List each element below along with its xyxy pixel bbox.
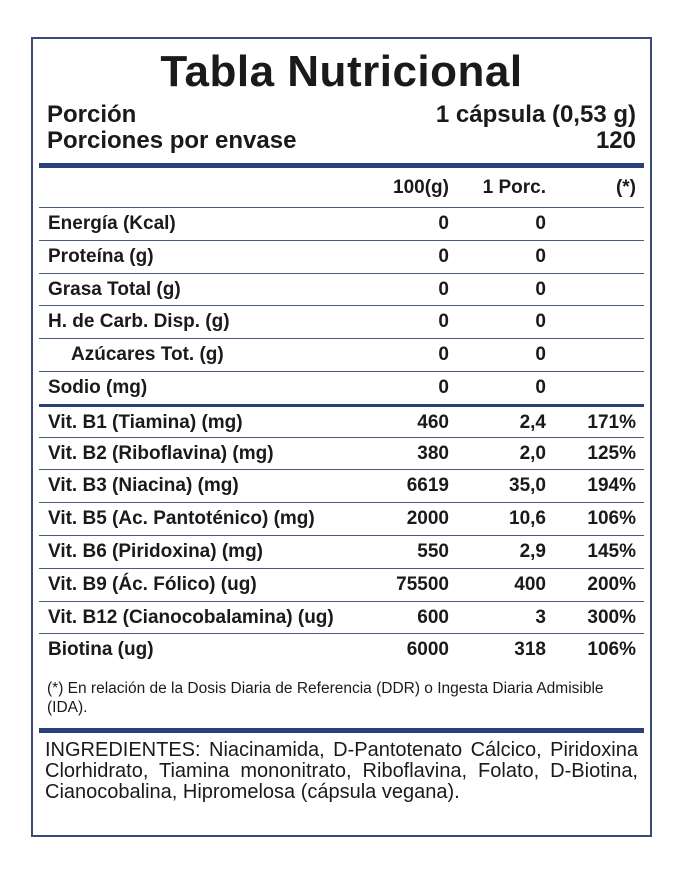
portion-label: Porción bbox=[47, 101, 137, 128]
value-100g: 0 bbox=[438, 245, 449, 267]
value-portion: 35,0 bbox=[509, 475, 546, 497]
col-ddr: (*) bbox=[615, 177, 636, 198]
nutrition-table bbox=[31, 37, 652, 837]
value-portion: 2,4 bbox=[519, 411, 546, 433]
col-100g: 100(g) bbox=[393, 177, 449, 198]
value-100g: 0 bbox=[438, 311, 449, 333]
value-portion: 0 bbox=[535, 376, 546, 398]
value-100g: 0 bbox=[438, 278, 449, 300]
value-100g: 2000 bbox=[406, 508, 449, 530]
value-portion: 0 bbox=[535, 311, 546, 333]
divider-bar-bottom bbox=[39, 728, 644, 733]
value-100g: 460 bbox=[417, 411, 449, 433]
value-100g: 6619 bbox=[406, 475, 449, 497]
table-row bbox=[39, 535, 644, 568]
nutrient-label: Vit. B6 (Piridoxina) (mg) bbox=[48, 540, 264, 562]
value-100g: 0 bbox=[438, 344, 449, 366]
per-pack-value: 120 bbox=[595, 127, 636, 154]
table-row bbox=[39, 633, 644, 666]
value-100g: 0 bbox=[438, 376, 449, 398]
value-ddr: 194% bbox=[587, 475, 636, 497]
column-header bbox=[33, 177, 650, 207]
table-row bbox=[39, 502, 644, 535]
per-pack-label: Porciones por envase bbox=[47, 127, 297, 154]
table-row bbox=[39, 437, 644, 470]
nutrient-label: Vit. B3 (Niacina) (mg) bbox=[48, 475, 239, 497]
table-row bbox=[39, 207, 644, 240]
value-portion: 0 bbox=[535, 213, 546, 234]
portion-value: 1 cápsula (0,53 g) bbox=[435, 101, 636, 128]
nutrient-label: Grasa Total (g) bbox=[48, 278, 181, 300]
value-portion: 318 bbox=[514, 639, 546, 661]
value-ddr: 300% bbox=[587, 606, 636, 628]
table-row bbox=[39, 240, 644, 273]
table-title: Tabla Nutricional bbox=[160, 47, 523, 96]
nutrient-label: Azúcares Tot. (g) bbox=[71, 344, 224, 366]
table-row bbox=[39, 469, 644, 502]
value-portion: 2,0 bbox=[519, 442, 546, 464]
value-100g: 6000 bbox=[406, 639, 449, 661]
col-portion: 1 Porc. bbox=[482, 177, 546, 198]
nutrient-label: Energía (Kcal) bbox=[48, 213, 176, 234]
value-100g: 550 bbox=[417, 540, 449, 562]
nutrient-label: Vit. B1 (Tiamina) (mg) bbox=[48, 411, 243, 433]
value-portion: 400 bbox=[514, 573, 546, 595]
value-100g: 0 bbox=[438, 213, 449, 234]
nutrient-label: Vit. B2 (Riboflavina) (mg) bbox=[48, 442, 274, 464]
nutrient-label: H. de Carb. Disp. (g) bbox=[48, 311, 230, 333]
value-ddr: 200% bbox=[587, 573, 636, 595]
table-row bbox=[39, 371, 644, 404]
table-row bbox=[39, 601, 644, 634]
value-ddr: 106% bbox=[587, 639, 636, 661]
nutrient-label: Biotina (ug) bbox=[48, 639, 154, 661]
table-row bbox=[39, 338, 644, 371]
value-100g: 380 bbox=[417, 442, 449, 464]
nutrient-label: Sodio (mg) bbox=[48, 376, 148, 398]
table-row bbox=[39, 568, 644, 601]
footnote: (*) En relación de la Dosis Diaria de Referencia (DDR) o Ingesta Diaria Admisible (IDA). bbox=[47, 680, 604, 716]
value-portion: 10,6 bbox=[509, 508, 546, 530]
value-portion: 0 bbox=[535, 245, 546, 267]
nutrient-label: Proteína (g) bbox=[48, 245, 154, 267]
ingredients: INGREDIENTES: Niacinamida, D-Pantotenato Cálcico, Piridoxina Clorhidrato, Tiamina mononitrato, Riboflavina, Folato, D-Biotina, Cianocobalina, Hipromelosa (cápsula vegana). bbox=[45, 739, 638, 803]
value-ddr: 106% bbox=[587, 508, 636, 530]
table-row bbox=[39, 273, 644, 306]
nutrient-label: Vit. B12 (Cianocobalamina) (ug) bbox=[48, 606, 334, 628]
value-portion: 0 bbox=[535, 344, 546, 366]
value-portion: 2,9 bbox=[519, 540, 546, 562]
value-100g: 75500 bbox=[396, 573, 449, 595]
value-ddr: 145% bbox=[587, 540, 636, 562]
value-100g: 600 bbox=[417, 606, 449, 628]
table-row bbox=[39, 404, 644, 437]
nutrient-rows bbox=[39, 207, 644, 666]
value-ddr: 125% bbox=[587, 442, 636, 464]
table-row bbox=[39, 305, 644, 338]
divider-bar bbox=[39, 163, 644, 168]
nutrient-label: Vit. B9 (Ác. Fólico) (ug) bbox=[48, 573, 257, 595]
value-portion: 3 bbox=[535, 606, 546, 628]
value-portion: 0 bbox=[535, 278, 546, 300]
nutrient-label: Vit. B5 (Ac. Pantoténico) (mg) bbox=[48, 508, 315, 530]
value-ddr: 171% bbox=[587, 411, 636, 433]
